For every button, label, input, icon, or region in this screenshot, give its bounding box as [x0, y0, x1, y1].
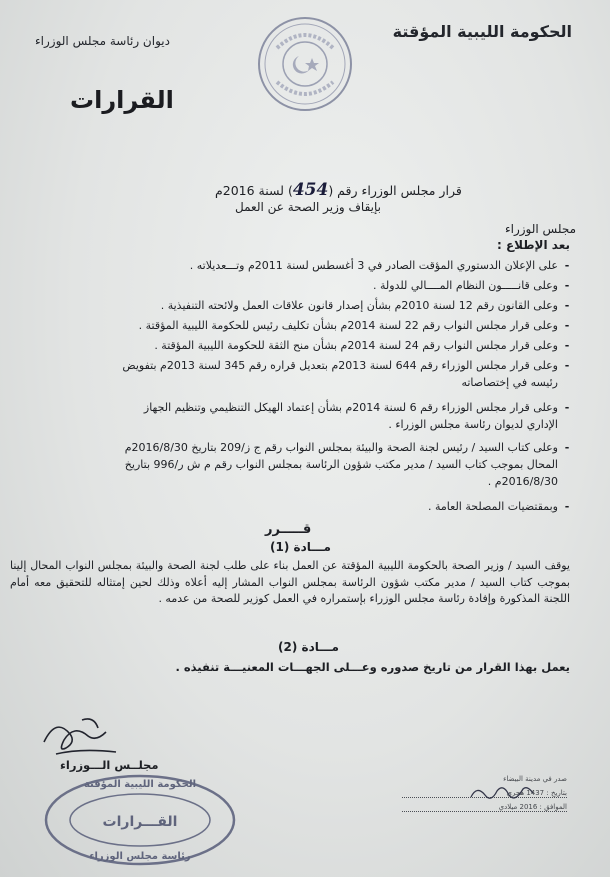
stamp-bottom-text: رئاسة مجلس الوزراء [89, 851, 191, 862]
signature-label: مجلــس الـــوزراء [60, 758, 159, 772]
registration-block [397, 775, 567, 835]
clause-item: -وعلى قرار مجلس النواب رقم 22 لسنة 2014م بشأن تكليف رئيس للحكومة الليبية المؤقتة . [138, 319, 570, 332]
decision-title: قرار مجلس الوزراء رقم (454) لسنة 2016م [215, 180, 462, 200]
clause-item: -وعلى القانون رقم 12 لسنة 2010م بشأن إصدار قانون علاقات العمل ولائحته التنفيذية . [160, 299, 570, 312]
clause-item: -وعلى قانـــــون النظام المــــالي للدولة . [373, 279, 570, 292]
after-review-label: بعد الإطلاع : [496, 238, 570, 252]
stamp-top-text: الحكومة الليبية المؤقتة [83, 779, 197, 790]
clause-item-continued: رئيسه في إختصاصاته [461, 376, 558, 389]
registration-city: صدر في مدينة البيضاء [503, 775, 567, 783]
government-seal [255, 14, 355, 114]
decision-number: 454 [292, 180, 329, 200]
clause-item: -وعلى كتاب السيد / رئيس لجنة الصحة والبيئة بمجلس النواب رقم ج ز/209 بتاريخ 2016/8/30م [124, 441, 570, 454]
registration-gregorian: الموافق : 2016 ميلادي [402, 803, 567, 812]
office-header: ديوان رئاسة مجلس الوزراء [35, 34, 170, 48]
clause-item: -على الإعلان الدستوري المؤقت الصادر في 3 أغسطس لسنة 2011م وتـــعديلاته . [189, 259, 570, 272]
stamp-middle-text: القـــرارات [102, 814, 178, 830]
clause-item: -وعلى قرار مجلس النواب رقم 24 لسنة 2014م بشأن منح الثقة للحكومة الليبية المؤقتة . [154, 339, 570, 352]
decisions-stamp [40, 770, 240, 870]
clause-item: -وعلى قرار مجلس الوزراء رقم 644 لسنة 2013م بتعديل قراره رقم 345 لسنة 2013م بتفويض [122, 359, 570, 372]
clause-item-continued: الإداري لديوان رئاسة مجلس الوزراء . [388, 418, 558, 431]
clause-item: -وبمقتضيات المصلحة العامة . [428, 500, 570, 513]
clause-item-continued: المحال بموجب كتاب السيد / مدير مكتب شؤون الرئاسة بمجلس النواب رقم م ش ر/996 بتاريخ [124, 458, 558, 471]
section-title: القرارات [70, 86, 174, 114]
article-1-text: يوقف السيد / وزير الصحة بالحكومة الليبية المؤقتة عن العمل بناء على طلب لجنة الصحة والبيئة بمجلس النواب المحال إلينا بموجب كتاب السيد / مدير مكتب شؤون الرئاسة بمجلس النواب المشار إليه أعلاه وذلك لحين إمتثاله للتحقيق معه أمام اللجنة المذكورة وإفادة رئاسة مجلس الوزراء بإستمراره في العمل كوزير للصحة من عدمه . [10, 559, 570, 605]
council-label: مجلس الوزراء [504, 222, 576, 236]
decision-subject: بإيقاف وزير الصحة عن العمل [235, 200, 381, 214]
decides-heading: قـــــرر [265, 522, 312, 537]
article-2-text: يعمل بهذا القرار من تاريخ صدوره وعـــلى الجهـــات المعنيـــة تنفيذه . [175, 660, 570, 674]
clause-item-continued: 2016/8/30م . [487, 475, 558, 488]
article-1-heading: مـــادة (1) [270, 540, 331, 554]
registration-hijri: بتاريخ : 1437 هجري [402, 789, 567, 798]
clause-item: -وعلى قرار مجلس الوزراء رقم 6 لسنة 2014م بشأن إعتماد الهيكل التنظيمي وتنظيم الجهاز [143, 401, 570, 414]
government-header: الحكومة الليبية المؤقتة [392, 22, 572, 41]
article-2-heading: مـــادة (2) [278, 640, 339, 654]
handwritten-date-scribble [467, 781, 537, 807]
